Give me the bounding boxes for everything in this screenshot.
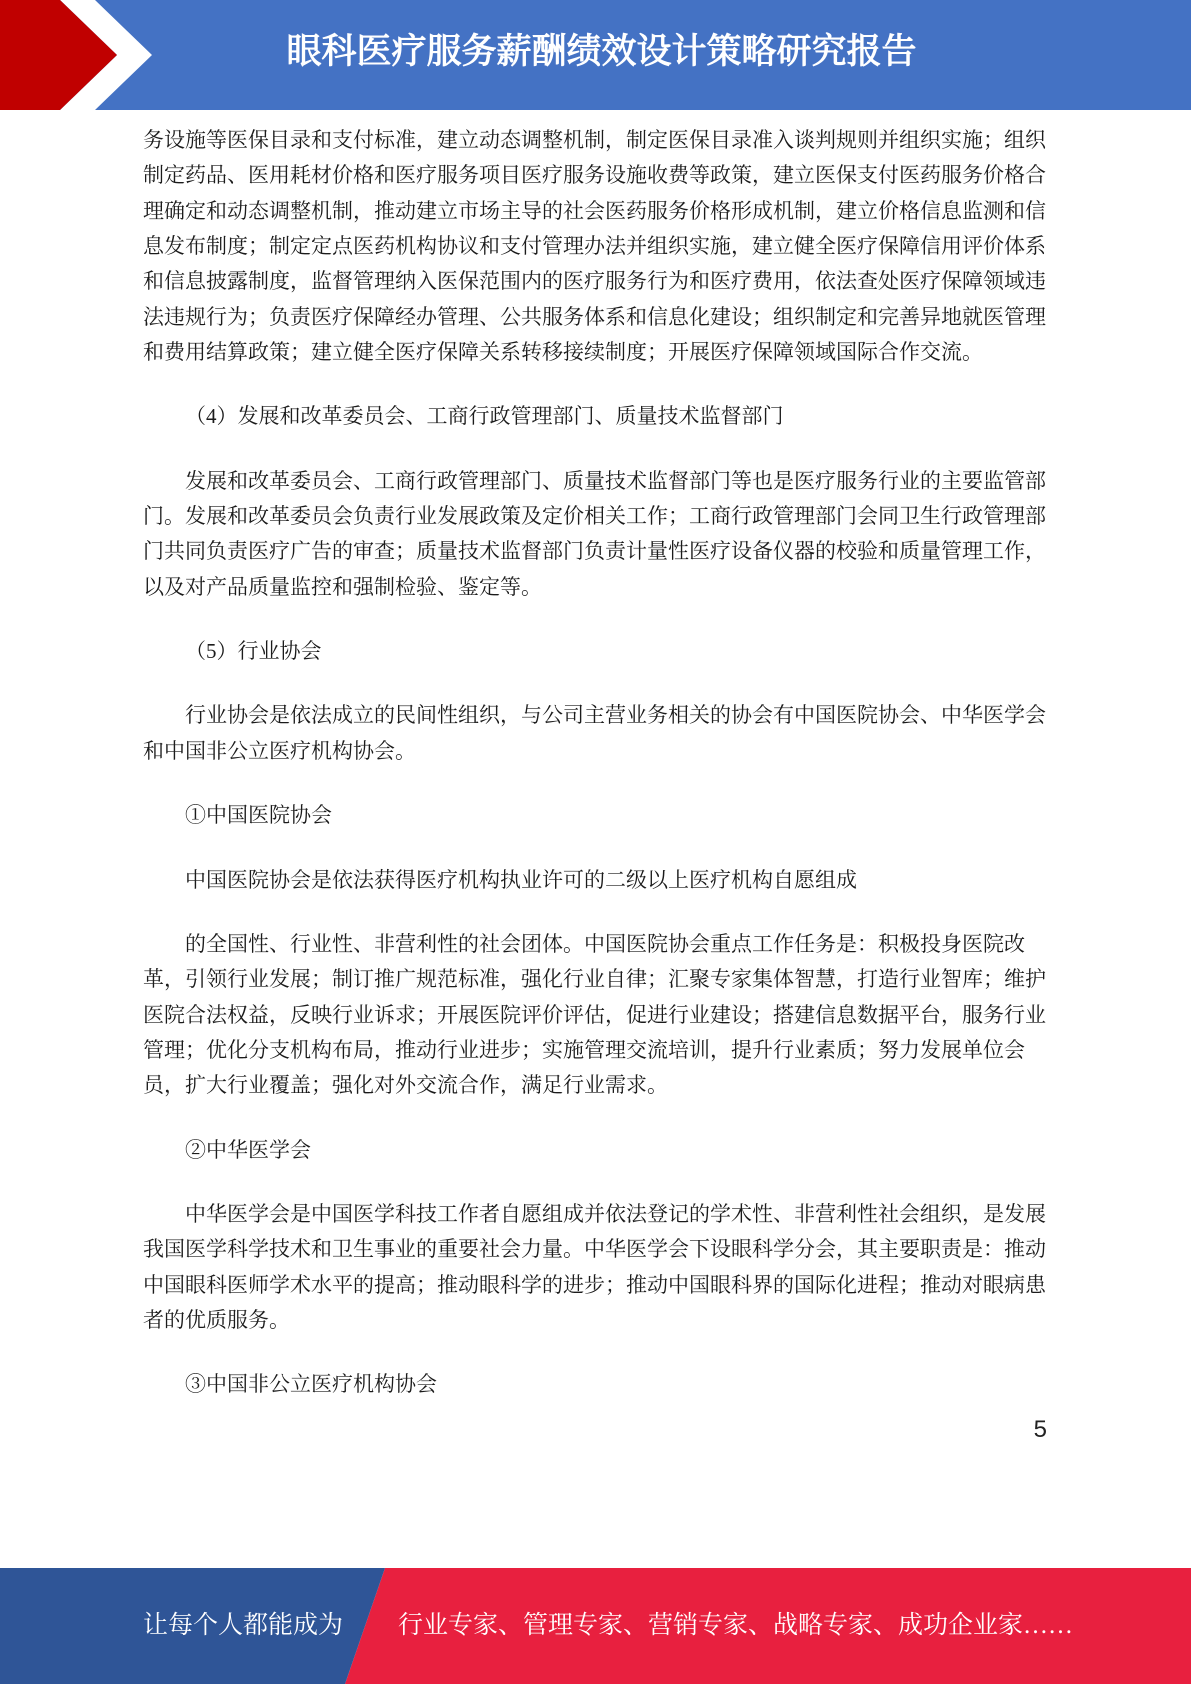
report-title: 眼科医疗服务薪酬绩效设计策略研究报告: [286, 32, 917, 71]
text-line: 员，扩大行业覆盖；强化对外交流合作，满足行业需求。: [143, 1073, 668, 1098]
text-line: 者的优质服务。: [143, 1307, 290, 1332]
paragraph-regulators: [143, 464, 1045, 605]
page-number: 5: [1033, 1416, 1047, 1443]
document-body: [143, 123, 1045, 1432]
text-line: 法违规行为；负责医疗保障经办管理、公共服务体系和信息化建设；组织制定和完善异地就医管理: [143, 304, 1046, 329]
paragraph-medical-insurance-duties: [143, 123, 1045, 370]
text-line: 中国眼科医师学术水平的提高；推动眼科学的进步；推动中国眼科界的国际化进程；推动对眼病患: [143, 1272, 1046, 1297]
text-line: 门。发展和改革委员会负责行业发展政策及定价相关工作；工商行政管理部门会同卫生行政管理部: [143, 504, 1046, 529]
heading-regulators: [143, 399, 1045, 434]
section-heading: ①中国医院协会: [185, 803, 332, 828]
section-heading: （4）发展和改革委员会、工商行政管理部门、质量技术监督部门: [185, 404, 784, 429]
text-line: 医院合法权益，反映行业诉求；开展医院评价评估，促进行业建设；搭建信息数据平台，服务行业: [143, 1002, 1046, 1027]
text-line: 中华医学会是中国医学科技工作者自愿组成并依法登记的学术性、非营利性社会组织，是发展: [185, 1201, 1046, 1226]
footer-slogan-lead: 让每个人都能成为: [143, 1612, 344, 1639]
text-line: 和信息披露制度，监督管理纳入医保范围内的医疗服务行为和医疗费用，依法查处医疗保障领域违: [143, 269, 1046, 294]
section-heading: （5）行业协会: [185, 639, 322, 664]
paragraph-cha-definition: [143, 863, 1045, 898]
paragraph-cha-tasks: [143, 927, 1045, 1104]
text-line: 和中国非公立医疗机构协会。: [143, 738, 416, 763]
text-line: 的全国性、行业性、非营利性的社会团体。中国医院协会重点工作任务是：积极投身医院改: [185, 931, 1025, 956]
text-line: 制定药品、医用耗材价格和医疗服务项目医疗服务设施收费等政策，建立医保支付医药服务价格合: [143, 163, 1046, 188]
page-header: [0, 0, 1191, 110]
text-line: 门共同负责医疗广告的审查；质量技术监督部门负责计量性医疗设备仪器的校验和质量管理工作，: [143, 539, 1046, 564]
section-heading: ③中国非公立医疗机构协会: [185, 1372, 437, 1397]
text-line: 管理；优化分支机构布局，推动行业进步；实施管理交流培训，提升行业素质；努力发展单位会: [143, 1037, 1025, 1062]
text-line: 息发布制度；制定定点医药机构协议和支付管理办法并组织实施，建立健全医疗保障信用评价体系: [143, 234, 1046, 259]
footer-slogan-roles: 行业专家、管理专家、营销专家、战略专家、成功企业家……: [398, 1612, 1074, 1639]
text-line: 革，引领行业发展；制订推广规范标准，强化行业自律；汇聚专家集体智慧，打造行业智库；维护: [143, 967, 1046, 992]
heading-china-hospital-association: [143, 798, 1045, 833]
page-footer: [0, 1568, 1191, 1684]
text-line: 以及对产品质量监控和强制检验、鉴定等。: [143, 574, 542, 599]
paragraph-industry-associations: [143, 698, 1045, 769]
text-line: 中国医院协会是依法获得医疗机构执业许可的二级以上医疗机构自愿组成: [185, 867, 857, 892]
text-line: 理确定和动态调整机制，推动建立市场主导的社会医药服务价格形成机制，建立价格信息监测和信: [143, 198, 1046, 223]
text-line: 发展和改革委员会、工商行政管理部门、质量技术监督部门等也是医疗服务行业的主要监管部: [185, 468, 1046, 493]
heading-non-public-medical-association: [143, 1367, 1045, 1402]
section-heading: ②中华医学会: [185, 1137, 311, 1162]
text-line: 我国医学科学技术和卫生事业的重要社会力量。中华医学会下设眼科学分会，其主要职责是：推动: [143, 1237, 1046, 1262]
paragraph-chinese-medical-association: [143, 1197, 1045, 1338]
text-line: 务设施等医保目录和支付标准，建立动态调整机制，制定医保目录准入谈判规则并组织实施；组织: [143, 128, 1046, 152]
text-line: 行业协会是依法成立的民间性组织，与公司主营业务相关的协会有中国医院协会、中华医学会: [185, 703, 1046, 728]
heading-chinese-medical-association: [143, 1133, 1045, 1168]
text-line: 和费用结算政策；建立健全医疗保障关系转移接续制度；开展医疗保障领域国际合作交流。: [143, 340, 983, 365]
heading-industry-associations: [143, 634, 1045, 669]
